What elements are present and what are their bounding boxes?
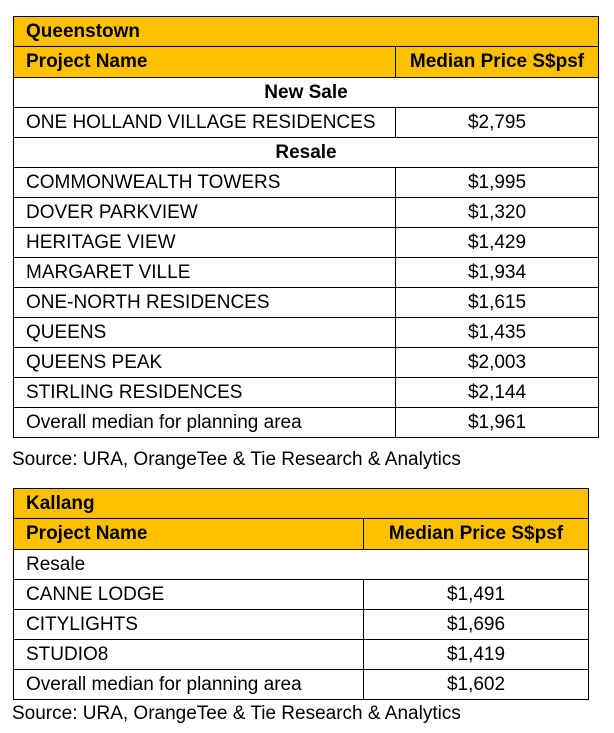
median-price: $2,144 <box>396 378 599 408</box>
median-price: $2,795 <box>396 108 599 138</box>
overall-label: Overall median for planning area <box>14 670 364 700</box>
table-row <box>14 258 599 288</box>
column-header-price: Median Price S$psf <box>396 47 599 78</box>
table-row <box>14 108 599 138</box>
median-price: $1,320 <box>396 198 599 228</box>
table-row <box>14 610 589 640</box>
median-price: $1,696 <box>364 610 589 640</box>
project-name: STUDIO8 <box>14 640 364 670</box>
table-title: Kallang <box>14 489 589 519</box>
median-price: $1,934 <box>396 258 599 288</box>
median-price: $1,419 <box>364 640 589 670</box>
project-name: DOVER PARKVIEW <box>14 198 396 228</box>
table-row <box>14 640 589 670</box>
project-name: ONE HOLLAND VILLAGE RESIDENCES <box>14 108 396 138</box>
source-note: Source: URA, OrangeTee & Tie Research & Analytics <box>12 449 461 470</box>
table-row <box>14 168 599 198</box>
project-name: QUEENS PEAK <box>14 348 396 378</box>
column-header-price: Median Price S$psf <box>364 519 589 550</box>
table-row <box>14 378 599 408</box>
table-row <box>14 198 599 228</box>
source-note: Source: URA, OrangeTee & Tie Research & Analytics <box>12 703 461 724</box>
overall-label: Overall median for planning area <box>14 408 396 438</box>
column-header-project: Project Name <box>14 47 396 78</box>
table-row <box>14 288 599 318</box>
table-row <box>14 348 599 378</box>
section-label-resale: Resale <box>14 138 599 168</box>
project-name: COMMONWEALTH TOWERS <box>14 168 396 198</box>
overall-price: $1,961 <box>396 408 599 438</box>
overall-row <box>14 408 599 438</box>
project-name: QUEENS <box>14 318 396 348</box>
median-price: $1,429 <box>396 228 599 258</box>
project-name: CANNE LODGE <box>14 580 364 610</box>
median-price: $2,003 <box>396 348 599 378</box>
project-name: MARGARET VILLE <box>14 258 396 288</box>
table-title: Queenstown <box>14 17 599 47</box>
median-price: $1,995 <box>396 168 599 198</box>
table-row <box>14 318 599 348</box>
section-label-resale: Resale <box>14 550 589 580</box>
table-row <box>14 228 599 258</box>
project-name: STIRLING RESIDENCES <box>14 378 396 408</box>
table-row <box>14 580 589 610</box>
project-name: HERITAGE VIEW <box>14 228 396 258</box>
queenstown-table <box>13 16 599 438</box>
project-name: CITYLIGHTS <box>14 610 364 640</box>
kallang-table <box>13 488 589 700</box>
median-price: $1,615 <box>396 288 599 318</box>
section-label-new-sale: New Sale <box>14 78 599 108</box>
median-price: $1,491 <box>364 580 589 610</box>
overall-row <box>14 670 589 700</box>
column-header-project: Project Name <box>14 519 364 550</box>
project-name: ONE-NORTH RESIDENCES <box>14 288 396 318</box>
overall-price: $1,602 <box>364 670 589 700</box>
median-price: $1,435 <box>396 318 599 348</box>
